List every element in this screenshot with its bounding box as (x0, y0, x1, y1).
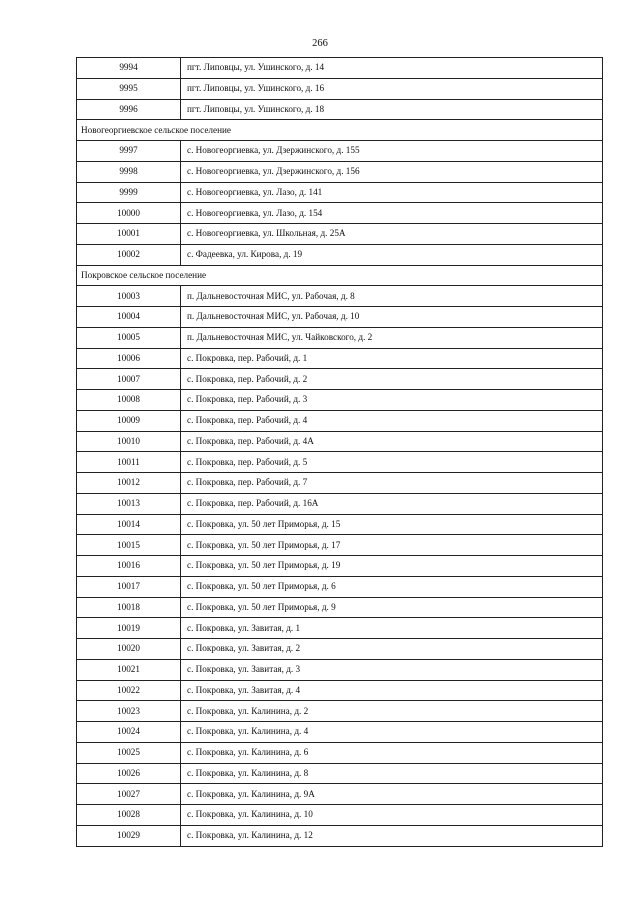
row-number: 9996 (77, 99, 181, 120)
row-address: пгт. Липовцы, ул. Ушинского, д. 16 (181, 78, 603, 99)
table-row (77, 493, 603, 514)
row-address: с. Покровка, ул. Завитая, д. 2 (181, 639, 603, 660)
table-row (77, 576, 603, 597)
table-row (77, 722, 603, 743)
table-row (77, 763, 603, 784)
table-row (77, 659, 603, 680)
row-number: 10001 (77, 224, 181, 245)
table-row (77, 618, 603, 639)
row-address: с. Покровка, ул. Завитая, д. 4 (181, 680, 603, 701)
row-number: 10006 (77, 348, 181, 369)
table-row (77, 78, 603, 99)
row-address: с. Покровка, пер. Рабочий, д. 4А (181, 431, 603, 452)
row-address: пгт. Липовцы, ул. Ушинского, д. 18 (181, 99, 603, 120)
row-number: 9997 (77, 141, 181, 162)
table-row (77, 286, 603, 307)
row-number: 10014 (77, 514, 181, 535)
row-address: с. Покровка, пер. Рабочий, д. 16А (181, 493, 603, 514)
table-row (77, 805, 603, 826)
row-number: 10016 (77, 556, 181, 577)
table-row (77, 244, 603, 265)
row-number: 10028 (77, 805, 181, 826)
table-row (77, 431, 603, 452)
row-number: 10005 (77, 327, 181, 348)
row-address: с. Фадеевка, ул. Кирова, д. 19 (181, 244, 603, 265)
row-number: 10027 (77, 784, 181, 805)
table-row (77, 390, 603, 411)
row-address: с. Покровка, ул. Калинина, д. 9А (181, 784, 603, 805)
row-number: 10024 (77, 722, 181, 743)
row-address: с. Покровка, ул. Калинина, д. 4 (181, 722, 603, 743)
section-header-row (77, 120, 603, 141)
row-number: 10022 (77, 680, 181, 701)
row-number: 10008 (77, 390, 181, 411)
row-number: 10015 (77, 535, 181, 556)
row-address: с. Новогеоргиевка, ул. Лазо, д. 141 (181, 182, 603, 203)
row-address: с. Покровка, пер. Рабочий, д. 2 (181, 369, 603, 390)
row-address: п. Дальневосточная МИС, ул. Чайковского, д. 2 (181, 327, 603, 348)
row-number: 10000 (77, 203, 181, 224)
row-number: 10018 (77, 597, 181, 618)
row-address: с. Покровка, пер. Рабочий, д. 7 (181, 473, 603, 494)
row-number: 10002 (77, 244, 181, 265)
section-title: Покровское сельское поселение (77, 265, 603, 286)
table-row (77, 161, 603, 182)
table-body (77, 58, 603, 847)
row-number: 10026 (77, 763, 181, 784)
page-number: 266 (312, 38, 328, 49)
row-number: 10007 (77, 369, 181, 390)
row-address: с. Покровка, ул. 50 лет Приморья, д. 17 (181, 535, 603, 556)
row-number: 10025 (77, 742, 181, 763)
row-address: с. Покровка, ул. 50 лет Приморья, д. 9 (181, 597, 603, 618)
row-address: с. Покровка, ул. 50 лет Приморья, д. 19 (181, 556, 603, 577)
row-number: 9999 (77, 182, 181, 203)
row-number: 10012 (77, 473, 181, 494)
table-row (77, 203, 603, 224)
row-number: 10020 (77, 639, 181, 660)
row-address: с. Покровка, ул. Калинина, д. 12 (181, 825, 603, 846)
row-address: с. Покровка, ул. Завитая, д. 3 (181, 659, 603, 680)
row-address: с. Покровка, пер. Рабочий, д. 1 (181, 348, 603, 369)
row-number: 9995 (77, 78, 181, 99)
table-row (77, 597, 603, 618)
address-table (76, 57, 603, 847)
row-address: с. Новогеоргиевка, ул. Дзержинского, д. 156 (181, 161, 603, 182)
table-row (77, 307, 603, 328)
table-row (77, 452, 603, 473)
row-number: 10023 (77, 701, 181, 722)
table-row (77, 410, 603, 431)
row-address: п. Дальневосточная МИС, ул. Рабочая, д. 8 (181, 286, 603, 307)
row-address: с. Новогеоргиевка, ул. Школьная, д. 25А (181, 224, 603, 245)
row-address: с. Новогеоргиевка, ул. Дзержинского, д. 155 (181, 141, 603, 162)
row-number: 10004 (77, 307, 181, 328)
row-number: 10009 (77, 410, 181, 431)
table-row (77, 99, 603, 120)
row-number: 10011 (77, 452, 181, 473)
row-number: 10003 (77, 286, 181, 307)
table-row (77, 680, 603, 701)
table-row (77, 58, 603, 79)
section-header-row (77, 265, 603, 286)
table-row (77, 556, 603, 577)
table-row (77, 473, 603, 494)
section-title: Новогеоргиевское сельское поселение (77, 120, 603, 141)
row-number: 9998 (77, 161, 181, 182)
row-address: с. Покровка, пер. Рабочий, д. 4 (181, 410, 603, 431)
row-address: с. Покровка, ул. 50 лет Приморья, д. 6 (181, 576, 603, 597)
row-address: с. Покровка, ул. Калинина, д. 6 (181, 742, 603, 763)
table-row (77, 327, 603, 348)
row-address: с. Покровка, ул. Калинина, д. 8 (181, 763, 603, 784)
row-number: 10013 (77, 493, 181, 514)
row-address: с. Покровка, пер. Рабочий, д. 5 (181, 452, 603, 473)
table-row (77, 701, 603, 722)
table-row (77, 182, 603, 203)
table-row (77, 348, 603, 369)
row-number: 10019 (77, 618, 181, 639)
row-address: п. Дальневосточная МИС, ул. Рабочая, д. 10 (181, 307, 603, 328)
table-row (77, 514, 603, 535)
table-row (77, 742, 603, 763)
row-address: пгт. Липовцы, ул. Ушинского, д. 14 (181, 58, 603, 79)
row-address: с. Покровка, ул. Завитая, д. 1 (181, 618, 603, 639)
row-address: с. Покровка, пер. Рабочий, д. 3 (181, 390, 603, 411)
row-number: 10029 (77, 825, 181, 846)
table-row (77, 535, 603, 556)
table-row (77, 369, 603, 390)
row-number: 10021 (77, 659, 181, 680)
row-number: 9994 (77, 58, 181, 79)
table-row (77, 224, 603, 245)
table-row (77, 141, 603, 162)
table-row (77, 825, 603, 846)
row-address: с. Покровка, ул. Калинина, д. 10 (181, 805, 603, 826)
row-address: с. Покровка, ул. 50 лет Приморья, д. 15 (181, 514, 603, 535)
table-row (77, 639, 603, 660)
row-number: 10017 (77, 576, 181, 597)
row-address: с. Новогеоргиевка, ул. Лазо, д. 154 (181, 203, 603, 224)
table-row (77, 784, 603, 805)
row-address: с. Покровка, ул. Калинина, д. 2 (181, 701, 603, 722)
row-number: 10010 (77, 431, 181, 452)
